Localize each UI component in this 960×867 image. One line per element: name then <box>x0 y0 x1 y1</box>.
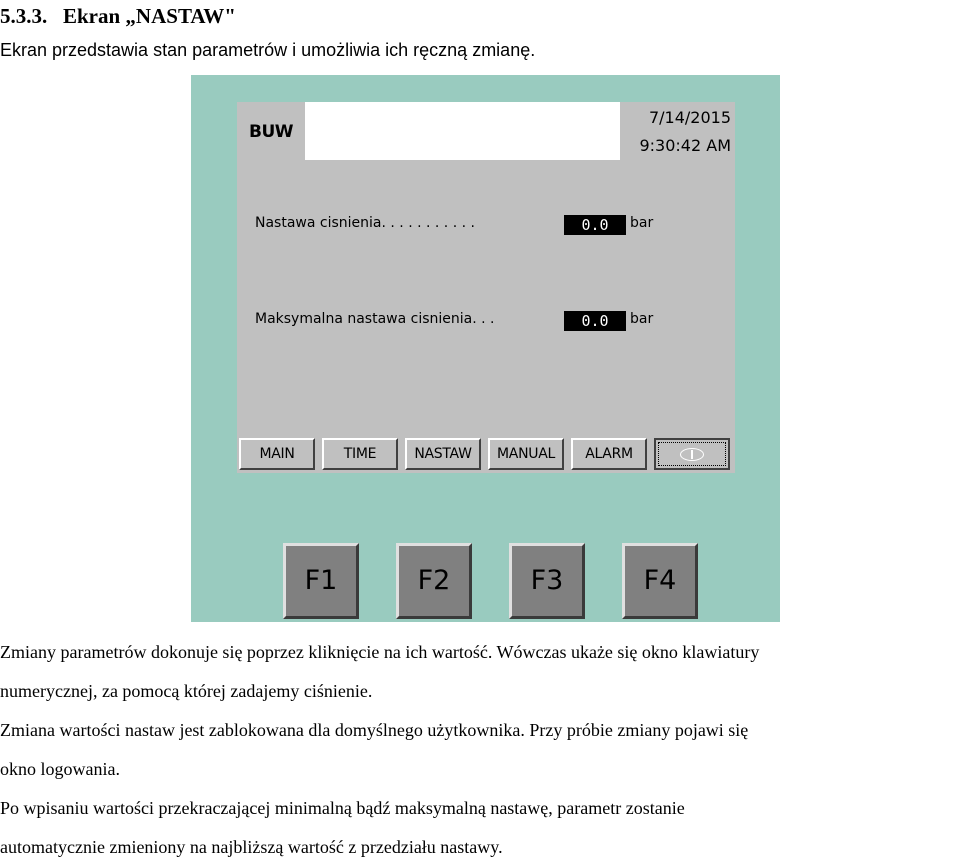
f1-key[interactable]: F1 <box>283 543 359 619</box>
user-login-icon <box>680 448 704 461</box>
title-field <box>305 102 620 160</box>
user-login-button[interactable] <box>654 438 730 470</box>
section-heading: 5.3.3. Ekran „NASTAW" <box>0 4 236 28</box>
nav-main-button[interactable]: MAIN <box>239 438 315 470</box>
paragraph-line: Po wpisaniu wartości przekraczającej minimalną bądź maksymalną nastawę, parametr zostanie <box>0 798 685 818</box>
time-display: 9:30:42 AM <box>639 136 731 155</box>
paragraph-line: numerycznej, za pomocą której zadajemy ciśnienie. <box>0 681 373 701</box>
pressure-setpoint-unit: bar <box>630 215 654 231</box>
screen-nav-bar <box>237 438 735 472</box>
nav-alarm-button[interactable]: ALARM <box>571 438 647 470</box>
nav-nastaw-button[interactable]: NASTAW <box>405 438 481 470</box>
f4-key[interactable]: F4 <box>622 543 698 619</box>
paragraph-line: Zmiany parametrów dokonuje się poprzez kliknięcie na ich wartość. Wówczas ukaże się okno klawiatury <box>0 642 760 662</box>
pressure-setpoint-value[interactable]: 0.0 <box>564 215 626 235</box>
f2-key[interactable]: F2 <box>396 543 472 619</box>
hmi-panel <box>191 75 780 622</box>
intro-text: Ekran przedstawia stan parametrów i umożliwia ich ręczną zmianę. <box>0 40 536 60</box>
paragraph-line: Zmiana wartości nastaw jest zablokowana dla domyślnego użytkownika. Przy próbie zmiany pojawi się <box>0 720 749 740</box>
date-display: 7/14/2015 <box>648 108 731 127</box>
app-title: BUW <box>249 122 294 142</box>
max-pressure-setpoint-label: Maksymalna nastawa cisnienia. . . <box>255 311 495 327</box>
pressure-setpoint-label: Nastawa cisnienia. . . . . . . . . . . <box>255 215 475 231</box>
max-pressure-setpoint-value[interactable]: 0.0 <box>564 311 626 331</box>
paragraph-line: okno logowania. <box>0 759 120 779</box>
nav-manual-button[interactable]: MANUAL <box>488 438 564 470</box>
max-pressure-setpoint-unit: bar <box>630 311 654 327</box>
paragraph-line: automatycznie zmieniony na najbliższą wartość z przedziału nastawy. <box>0 837 503 857</box>
nav-time-button[interactable]: TIME <box>322 438 398 470</box>
f3-key[interactable]: F3 <box>509 543 585 619</box>
hmi-screen <box>237 102 735 473</box>
